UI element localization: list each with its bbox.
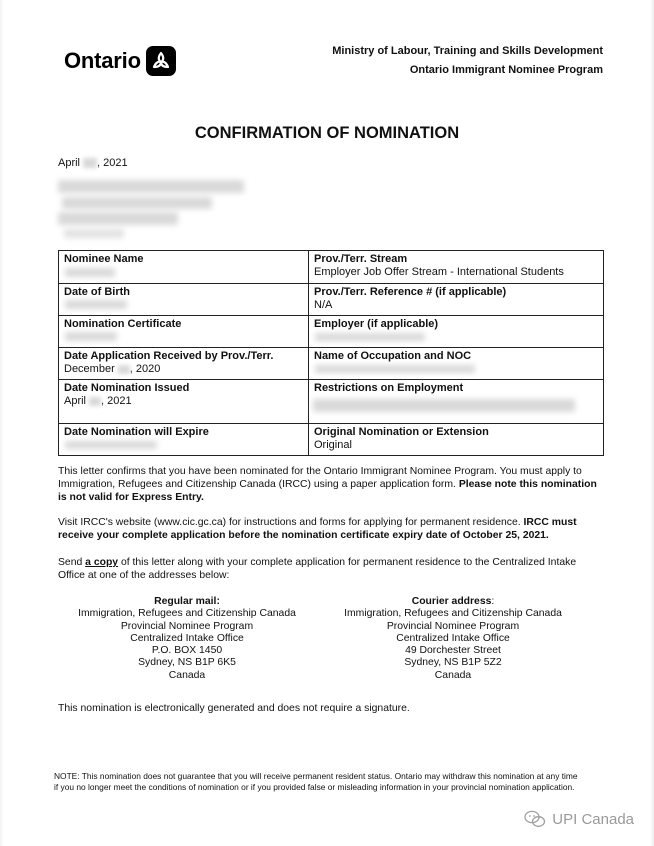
disclaimer-note: NOTE: This nomination does not guarantee that you will receive permanent resident status. Ontario may withdraw this nomination at any time if you no longer meet the conditions of nomination or if you provided false or misleading information in your provincial nomination application. [54, 771, 578, 792]
restrictions-cell: Restrictions on Employment [309, 380, 604, 424]
nomination-details-table [58, 250, 604, 456]
ministry-name: Ministry of Labour, Training and Skills Development [332, 45, 603, 57]
wechat-icon [524, 810, 546, 828]
expiry-date-cell: Date Nomination will Expire [59, 424, 309, 456]
employer-cell: Employer (if applicable) [309, 316, 604, 348]
reference-cell: Prov./Terr. Reference # (if applicable) N/A [309, 284, 604, 316]
issued-date-cell: Date Nomination Issued April , 2021 [59, 380, 309, 424]
paragraph-send-copy: Send a copy of this letter along with your complete application for permanent residence to the Centralized Intake Office at one of the addresses below: [58, 557, 577, 581]
watermark-text: UPI Canada [552, 810, 634, 828]
letterhead [332, 42, 603, 80]
occupation-cell: Name of Occupation and NOC [309, 348, 604, 380]
dob-cell: Date of Birth [59, 284, 309, 316]
paragraph-confirmation: This letter confirms that you have been nominated for the Ontario Immigrant Nominee Program. You must apply to Immigration, Refugees and Citizenship Canada (IRCC) using a paper application form. Please note this nomination is not valid for Express Entry. [58, 466, 597, 503]
certificate-cell: Nomination Certificate [59, 316, 309, 348]
paragraph-electronic: This nomination is electronically generated and does not require a signature. [58, 703, 410, 714]
courier-address: Courier address: Immigration, Refugees and Citizenship Canada Provincial Nominee Program Centralized Intake Office 49 Dorchester Street Sydney, NS B1P 5Z2 Canada [344, 596, 562, 681]
regular-mail-address: Regular mail: Immigration, Refugees and Citizenship Canada Provincial Nominee Program Centralized Intake Office P.O. BOX 1450 Sydney, NS B1P 6K5 Canada [78, 596, 296, 681]
letter-date: April , 2021 [58, 157, 128, 169]
trillium-icon [146, 46, 176, 76]
original-extension-cell: Original Nomination or Extension Original [309, 424, 604, 456]
stream-cell: Prov./Terr. Stream Employer Job Offer Stream - International Students [309, 251, 604, 284]
watermark [524, 810, 634, 828]
nominee-name-cell: Nominee Name [59, 251, 309, 284]
logo-wordmark: Ontario [64, 48, 141, 73]
document-title: CONFIRMATION OF NOMINATION [194, 124, 460, 142]
program-name: Ontario Immigrant Nominee Program [409, 64, 603, 76]
received-date-cell: Date Application Received by Prov./Terr. December , 2020 [59, 348, 309, 380]
paragraph-ircc: Visit IRCC's website (www.cic.gc.ca) for instructions and forms for applying for permanent residence. IRCC must receive your complete application before the nomination certificate expiry date of October 25, 2021. [58, 517, 577, 541]
ontario-logo [64, 46, 176, 76]
